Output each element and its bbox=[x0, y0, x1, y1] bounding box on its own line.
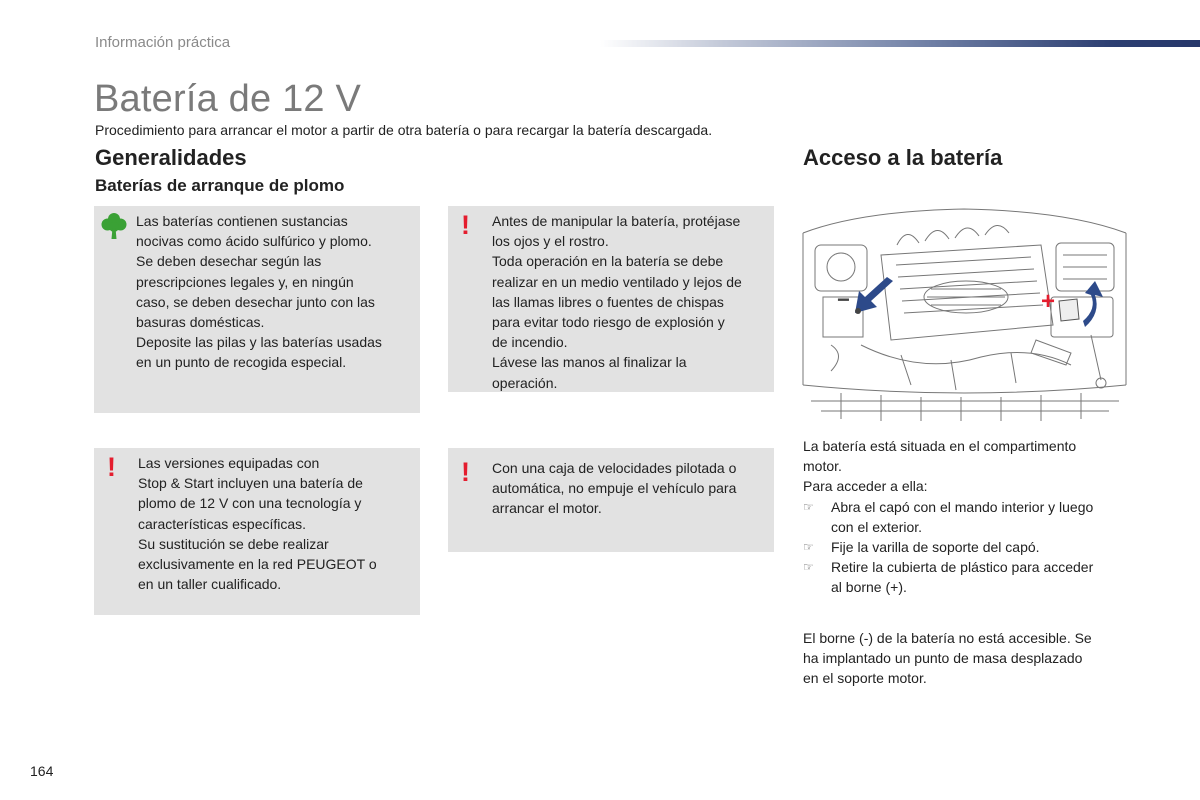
running-header-section: Información práctica bbox=[95, 34, 231, 51]
text-line: Su sustitución se debe realizar bbox=[138, 535, 329, 552]
stop-start-warning-box bbox=[94, 448, 420, 615]
text-line: características específicas. bbox=[138, 515, 307, 532]
text-line: La batería está situada en el compartimento bbox=[803, 438, 1077, 454]
environment-note-box bbox=[94, 206, 420, 413]
text-line: operación. bbox=[492, 374, 558, 391]
page-number: 164 bbox=[30, 763, 54, 779]
battery-access-text bbox=[803, 436, 1133, 688]
text-line: Las baterías contienen sustancias bbox=[136, 213, 348, 229]
plus-terminal-symbol: + bbox=[1041, 288, 1056, 315]
text-line: nocivas como ácido sulfúrico y plomo. bbox=[136, 233, 372, 250]
text-line: Fije la varilla de soporte del capó. bbox=[831, 539, 1040, 556]
text-line: El borne (-) de la batería no está accesible. Se bbox=[803, 629, 1092, 646]
protection-warning-text bbox=[492, 211, 772, 393]
intro-text: Procedimiento para arrancar el motor a partir de otra batería o para recargar la batería descargada. bbox=[95, 122, 713, 138]
text-line: las llamas libres o fuentes de chispas bbox=[492, 293, 724, 310]
access-intro: Para acceder a ella: bbox=[803, 478, 928, 495]
text-line: Lávese las manos al finalizar la bbox=[492, 354, 687, 371]
text-line: al borne (+). bbox=[831, 579, 907, 596]
warning-exclamation-icon: ! bbox=[461, 457, 470, 487]
text-line: realizar en un medio ventilado y lejos de bbox=[492, 273, 742, 290]
text-line: Se deben desechar según las bbox=[136, 253, 322, 270]
text-line: motor. bbox=[803, 458, 842, 475]
text-line: Toda operación en la batería se debe bbox=[492, 253, 724, 270]
text-line: Deposite las pilas y las baterías usadas bbox=[136, 334, 382, 351]
text-line: Con una caja de velocidades pilotada o bbox=[492, 460, 737, 476]
list-item bbox=[803, 537, 1133, 557]
pointing-hand-bullet-icon: ☞ bbox=[803, 499, 814, 514]
text-line: con el exterior. bbox=[831, 518, 923, 535]
text-line: en un punto de recogida especial. bbox=[136, 354, 347, 371]
pointing-hand-bullet-icon: ☞ bbox=[803, 540, 814, 555]
text-line: exclusivamente en la red PEUGEOT o bbox=[138, 556, 377, 573]
access-steps-list bbox=[803, 497, 1133, 598]
text-line: de incendio. bbox=[492, 334, 568, 351]
environment-note-text bbox=[136, 211, 416, 373]
text-line: en el soporte motor. bbox=[803, 670, 927, 687]
text-line: Stop & Start incluyen una batería de bbox=[138, 475, 363, 492]
text-line: automática, no empuje el vehículo para bbox=[492, 480, 737, 497]
text-line: Retire la cubierta de plástico para acceder bbox=[831, 559, 1094, 576]
pointing-hand-bullet-icon: ☞ bbox=[803, 560, 814, 575]
engine-line-drawing bbox=[801, 205, 1128, 423]
battery-location-paragraph bbox=[803, 436, 1133, 476]
text-line: plomo de 12 V con una tecnología y bbox=[138, 495, 362, 512]
text-line: Las versiones equipadas con bbox=[138, 455, 320, 471]
warning-exclamation-icon: ! bbox=[107, 452, 116, 482]
text-line: prescripciones legales y, en ningún bbox=[136, 273, 354, 290]
text-line: basuras domésticas. bbox=[136, 314, 265, 331]
warning-exclamation-icon: ! bbox=[461, 210, 470, 240]
text-line: arrancar el motor. bbox=[492, 500, 602, 517]
text-line: ha implantado un punto de masa desplazado bbox=[803, 649, 1083, 666]
heading-generalidades: Generalidades bbox=[95, 145, 247, 170]
list-item bbox=[803, 497, 1133, 537]
text-line: los ojos y el rostro. bbox=[492, 233, 609, 250]
environment-leaf-icon bbox=[101, 212, 127, 240]
text-line: Abra el capó con el mando interior y luego bbox=[831, 498, 1094, 515]
gearbox-warning-text bbox=[492, 458, 772, 519]
text-line: Antes de manipular la batería, protéjase bbox=[492, 213, 741, 229]
ground-point-note bbox=[803, 628, 1133, 689]
text-line: para evitar todo riesgo de explosión y bbox=[492, 314, 725, 331]
engine-compartment-illustration bbox=[801, 205, 1128, 423]
stop-start-warning-text bbox=[138, 453, 418, 594]
text-line: caso, se deben desechar junto con las bbox=[136, 293, 375, 310]
subheading-lead-batteries: Baterías de arranque de plomo bbox=[95, 176, 345, 195]
heading-battery-access: Acceso a la batería bbox=[803, 145, 1003, 170]
gearbox-warning-box bbox=[448, 448, 774, 552]
protection-warning-box bbox=[448, 206, 774, 392]
minus-terminal-symbol: − bbox=[837, 287, 850, 312]
text-line: en un taller cualificado. bbox=[138, 576, 282, 593]
page-title: Batería de 12 V bbox=[94, 78, 362, 120]
header-gradient-bar bbox=[600, 40, 1200, 47]
list-item bbox=[803, 557, 1133, 597]
